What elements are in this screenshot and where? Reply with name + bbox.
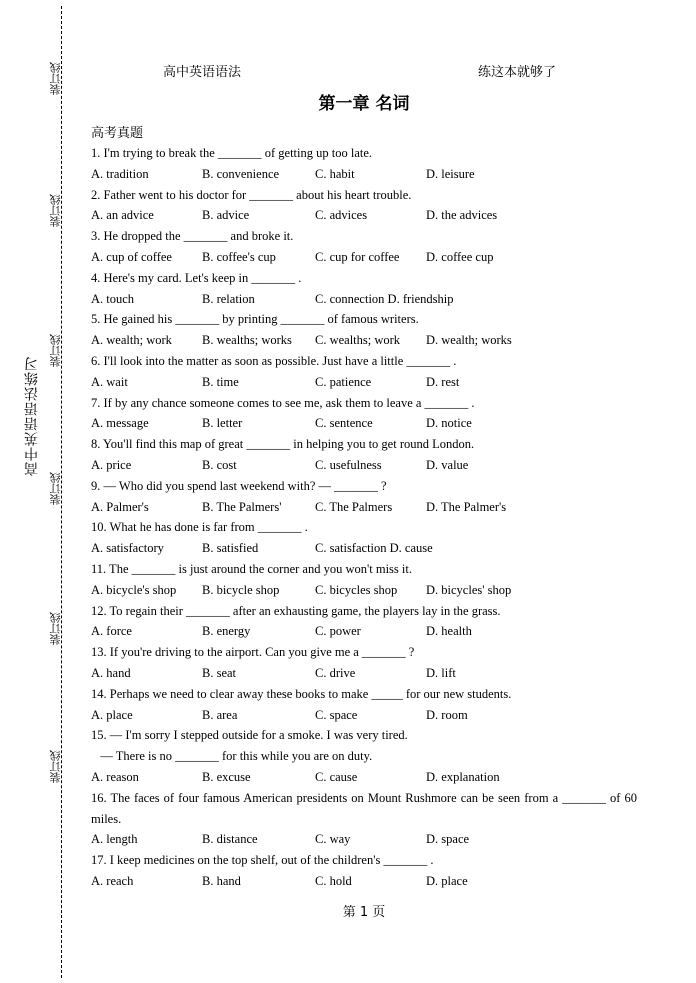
page-number: 第 1 页	[342, 905, 386, 920]
answer-options	[91, 330, 637, 351]
question-text: 3. He dropped the _______ and broke it.	[91, 229, 294, 244]
question-text: 8. You'll find this map of great _______ in helping you to get round London.	[91, 437, 475, 452]
answer-option: C. cause	[315, 769, 358, 784]
answer-options	[91, 580, 637, 601]
question-text: 4. Here's my card. Let's keep in _______ .	[91, 270, 302, 285]
answer-options	[91, 497, 637, 518]
question-text: 2. Father went to his doctor for _______ about his heart trouble.	[91, 187, 412, 202]
answer-option: A. wealth; work	[91, 333, 172, 348]
answer-option: C. cup for coffee	[315, 249, 400, 264]
question-text-continued: — There is no _______ for this while you are on duty.	[91, 749, 373, 764]
answer-option: B. bicycle shop	[202, 582, 280, 597]
answer-option: C. bicycles shop	[315, 582, 398, 597]
answer-option: C. habit	[315, 166, 355, 181]
answer-option: D. health	[426, 624, 472, 639]
answer-option: A. cup of coffee	[91, 249, 172, 264]
question-text: 16. The faces of four famous American presidents on Mount Rushmore can be seen from a _______ of 60 miles.	[91, 790, 637, 826]
answer-option: A. reason	[91, 769, 139, 784]
answer-option: C. satisfaction D. cause	[315, 541, 433, 556]
answer-option: C. space	[315, 707, 358, 722]
answer-option: C. advices	[315, 208, 368, 223]
header-right: 练这本就够了	[478, 65, 557, 80]
answer-options	[91, 413, 637, 434]
answer-option: C. power	[315, 624, 361, 639]
question-text: 12. To regain their _______ after an exhausting game, the players lay in the grass.	[91, 603, 501, 618]
answer-option: C. patience	[315, 374, 372, 389]
answer-option: D. space	[426, 832, 470, 847]
answer-option: C. sentence	[315, 416, 373, 431]
binding-mark: 装订线	[49, 472, 62, 505]
answer-option: C. hold	[315, 873, 352, 888]
binding-mark: 装订线	[49, 194, 62, 227]
question-text: 14. Perhaps we need to clear away these books to make _____ for our new students.	[91, 686, 512, 701]
answer-options	[91, 663, 637, 684]
answer-option: C. connection D. friendship	[315, 291, 454, 306]
answer-option: C. wealths; work	[315, 333, 401, 348]
answer-option: B. wealths; works	[202, 333, 292, 348]
answer-options	[91, 871, 637, 892]
answer-options	[91, 829, 637, 850]
question-text: 10. What he has done is far from _______ .	[91, 520, 308, 535]
answer-option: B. advice	[202, 208, 250, 223]
answer-options	[91, 705, 637, 726]
question-text: 11. The _______ is just around the corner and you won't miss it.	[91, 561, 412, 576]
answer-options	[91, 164, 637, 185]
binding-mark: 装订线	[49, 62, 62, 95]
header-left: 高中英语语法	[163, 65, 242, 80]
answer-option: A. hand	[91, 665, 131, 680]
answer-option: D. wealth; works	[426, 333, 512, 348]
answer-option: A. reach	[91, 873, 134, 888]
answer-option: A. touch	[91, 291, 135, 306]
answer-option: C. usefulness	[315, 457, 382, 472]
answer-option: D. value	[426, 457, 469, 472]
answer-options	[91, 205, 637, 226]
answer-option: B. hand	[202, 873, 241, 888]
answer-option: D. bicycles' shop	[426, 582, 512, 597]
answer-option: A. Palmer's	[91, 499, 149, 514]
answer-option: B. seat	[202, 665, 237, 680]
question-text: 15. — I'm sorry I stepped outside for a smoke. I was very tired.	[91, 728, 408, 743]
answer-option: B. time	[202, 374, 239, 389]
answer-option: D. room	[426, 707, 468, 722]
answer-option: A. satisfactory	[91, 541, 164, 556]
answer-option: D. the advices	[426, 208, 498, 223]
section-title: 高考真题	[91, 126, 144, 141]
answer-option: D. place	[426, 873, 468, 888]
answer-options	[91, 538, 637, 559]
answer-option: B. The Palmers'	[202, 499, 282, 514]
answer-option: B. distance	[202, 832, 258, 847]
binding-mark: 装订线	[49, 750, 62, 783]
question-text: 1. I'm trying to break the _______ of getting up too late.	[91, 146, 373, 160]
question-list	[91, 143, 637, 892]
answer-option: B. area	[202, 707, 238, 722]
answer-option: C. The Palmers	[315, 499, 393, 514]
question-text: 6. I'll look into the matter as soon as possible. Just have a little _______ .	[91, 353, 457, 368]
answer-option: B. letter	[202, 416, 243, 431]
question-text: 5. He gained his _______ by printing _______ of famous writers.	[91, 312, 419, 327]
answer-option: B. convenience	[202, 166, 280, 181]
answer-option: A. length	[91, 832, 138, 847]
answer-option: B. relation	[202, 291, 255, 306]
answer-option: D. coffee cup	[426, 249, 494, 264]
answer-option: A. wait	[91, 374, 128, 389]
answer-option: A. price	[91, 457, 132, 472]
question-text: 17. I keep medicines on the top shelf, out of the children's _______ .	[91, 853, 434, 868]
chapter-title: 第一章 名词	[318, 94, 410, 114]
question-text: 7. If by any chance someone comes to see me, ask them to leave a _______ .	[91, 395, 475, 410]
answer-option: D. The Palmer's	[426, 499, 507, 514]
answer-option: D. leisure	[426, 166, 475, 181]
answer-option: B. excuse	[202, 769, 251, 784]
answer-options	[91, 455, 637, 476]
answer-options	[91, 621, 637, 642]
answer-option: C. drive	[315, 665, 356, 680]
answer-option: A. place	[91, 707, 133, 722]
answer-option: A. bicycle's shop	[91, 582, 177, 597]
answer-option: D. notice	[426, 416, 472, 431]
answer-options	[91, 289, 637, 310]
answer-option: D. lift	[426, 665, 456, 680]
binding-mark: 装订线	[49, 334, 62, 367]
answer-option: D. rest	[426, 374, 460, 389]
answer-option: C. way	[315, 832, 351, 847]
question-text: 13. If you're driving to the airport. Can you give me a _______ ?	[91, 645, 415, 660]
answer-options	[91, 372, 637, 393]
answer-option: A. an advice	[91, 208, 154, 223]
answer-option: D. explanation	[426, 769, 500, 784]
answer-option: B. satisfied	[202, 541, 259, 556]
answer-option: A. message	[91, 416, 149, 431]
question-text: 9. — Who did you spend last weekend with? — _______ ?	[91, 478, 387, 493]
binding-mark: 装订线	[49, 612, 62, 645]
answer-options	[91, 247, 637, 268]
side-title: 高中英语语法练习	[24, 356, 40, 476]
answer-options	[91, 767, 637, 788]
answer-option: B. coffee's cup	[202, 249, 276, 264]
answer-option: A. tradition	[91, 166, 149, 181]
answer-option: B. energy	[202, 624, 251, 639]
answer-option: B. cost	[202, 457, 237, 472]
answer-option: A. force	[91, 624, 132, 639]
